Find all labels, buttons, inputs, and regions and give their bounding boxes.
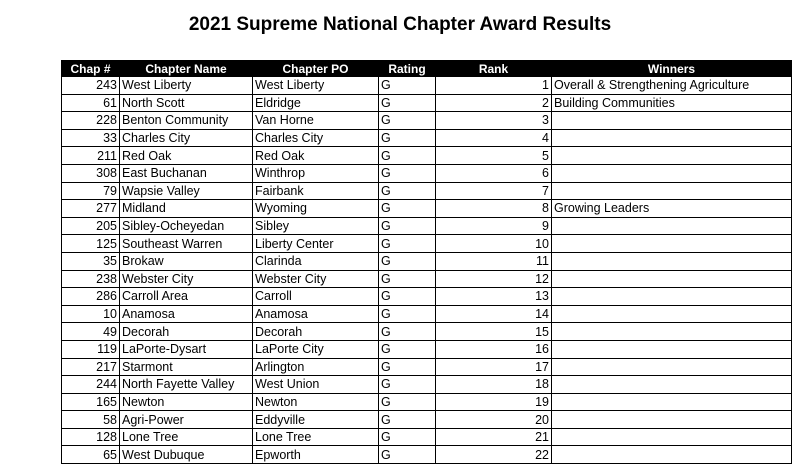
rating-cell: G [379,217,436,235]
winners-cell [552,305,792,323]
table-row [62,376,792,394]
rating-cell: G [379,200,436,218]
rating-cell: G [379,94,436,112]
rank-cell: 2 [436,94,552,112]
winners-cell: Growing Leaders [552,200,792,218]
chapter-po-cell: Van Horne [253,112,379,130]
chap-number-cell: 217 [62,358,120,376]
chap-number-cell: 228 [62,112,120,130]
chapter-po-cell: Decorah [253,323,379,341]
chapter-po-cell: LaPorte City [253,340,379,358]
chapter-name-cell: North Fayette Valley [120,376,253,394]
rating-cell: G [379,393,436,411]
chap-number-cell: 205 [62,217,120,235]
rank-cell: 9 [436,217,552,235]
winners-cell [552,393,792,411]
table-row [62,270,792,288]
rating-cell: G [379,77,436,95]
chapter-name-cell: North Scott [120,94,253,112]
winners-cell [552,411,792,429]
chapter-po-cell: Eddyville [253,411,379,429]
rating-cell: G [379,428,436,446]
chapter-po-cell: Sibley [253,217,379,235]
rating-cell: G [379,446,436,464]
rank-cell: 1 [436,77,552,95]
rank-cell: 19 [436,393,552,411]
header-chapter-name: Chapter Name [120,61,253,77]
chap-number-cell: 165 [62,393,120,411]
chapter-po-cell: Anamosa [253,305,379,323]
chapter-po-cell: Eldridge [253,94,379,112]
rank-cell: 7 [436,182,552,200]
chapter-name-cell: Charles City [120,129,253,147]
chap-number-cell: 128 [62,428,120,446]
chapter-po-cell: Webster City [253,270,379,288]
chapter-po-cell: Carroll [253,288,379,306]
chapter-po-cell: Epworth [253,446,379,464]
rank-cell: 6 [436,164,552,182]
table-row [62,77,792,95]
rating-cell: G [379,129,436,147]
header-rank: Rank [436,61,552,77]
winners-cell [552,340,792,358]
table-row [62,129,792,147]
winners-cell: Overall & Strengthening Agriculture [552,77,792,95]
winners-cell [552,182,792,200]
chapter-po-cell: Fairbank [253,182,379,200]
rank-cell: 22 [436,446,552,464]
chapter-po-cell: Arlington [253,358,379,376]
winners-cell [552,270,792,288]
rating-cell: G [379,288,436,306]
chap-number-cell: 58 [62,411,120,429]
winners-cell [552,217,792,235]
winners-cell [552,147,792,165]
chap-number-cell: 119 [62,340,120,358]
chapter-po-cell: Charles City [253,129,379,147]
rank-cell: 11 [436,252,552,270]
chapter-po-cell: West Union [253,376,379,394]
rating-cell: G [379,305,436,323]
chap-number-cell: 125 [62,235,120,253]
winners-cell [552,428,792,446]
table-row [62,305,792,323]
chapter-name-cell: LaPorte-Dysart [120,340,253,358]
chap-number-cell: 79 [62,182,120,200]
winners-cell [552,235,792,253]
table-row [62,164,792,182]
chapter-name-cell: Lone Tree [120,428,253,446]
chapter-name-cell: Red Oak [120,147,253,165]
chapter-name-cell: Starmont [120,358,253,376]
rating-cell: G [379,270,436,288]
rank-cell: 15 [436,323,552,341]
chapter-po-cell: Newton [253,393,379,411]
chap-number-cell: 35 [62,252,120,270]
table-row [62,288,792,306]
chapter-name-cell: Agri-Power [120,411,253,429]
table-row [62,147,792,165]
table-row [62,323,792,341]
rank-cell: 20 [436,411,552,429]
table-row [62,182,792,200]
chapter-name-cell: Carroll Area [120,288,253,306]
rating-cell: G [379,252,436,270]
results-table [61,60,792,464]
winners-cell [552,252,792,270]
table-row [62,340,792,358]
chapter-po-cell: Lone Tree [253,428,379,446]
rating-cell: G [379,376,436,394]
rank-cell: 14 [436,305,552,323]
chapter-po-cell: Red Oak [253,147,379,165]
table-row [62,252,792,270]
chapter-name-cell: East Buchanan [120,164,253,182]
table-row [62,94,792,112]
rank-cell: 12 [436,270,552,288]
table-row [62,358,792,376]
chapter-name-cell: West Liberty [120,77,253,95]
table-row [62,112,792,130]
chapter-name-cell: Anamosa [120,305,253,323]
rank-cell: 17 [436,358,552,376]
chapter-name-cell: Wapsie Valley [120,182,253,200]
chapter-po-cell: Clarinda [253,252,379,270]
header-rating: Rating [379,61,436,77]
chapter-name-cell: Newton [120,393,253,411]
winners-cell [552,358,792,376]
rank-cell: 18 [436,376,552,394]
winners-cell: Building Communities [552,94,792,112]
chapter-name-cell: Decorah [120,323,253,341]
chapter-name-cell: Brokaw [120,252,253,270]
winners-cell [552,129,792,147]
table-row [62,393,792,411]
chapter-name-cell: Southeast Warren [120,235,253,253]
chapter-name-cell: Benton Community [120,112,253,130]
header-row [62,61,792,77]
chap-number-cell: 33 [62,129,120,147]
rank-cell: 21 [436,428,552,446]
chap-number-cell: 243 [62,77,120,95]
rating-cell: G [379,340,436,358]
header-chapter-po: Chapter PO [253,61,379,77]
rank-cell: 16 [436,340,552,358]
table-row [62,200,792,218]
page-title: 2021 Supreme National Chapter Award Results [188,14,612,35]
chap-number-cell: 244 [62,376,120,394]
chap-number-cell: 308 [62,164,120,182]
chapter-po-cell: Wyoming [253,200,379,218]
rank-cell: 10 [436,235,552,253]
chap-number-cell: 277 [62,200,120,218]
chap-number-cell: 10 [62,305,120,323]
rating-cell: G [379,182,436,200]
rating-cell: G [379,323,436,341]
chapter-name-cell: Sibley-Ocheyedan [120,217,253,235]
winners-cell [552,376,792,394]
rating-cell: G [379,411,436,429]
table-row [62,411,792,429]
winners-cell [552,323,792,341]
rank-cell: 13 [436,288,552,306]
rating-cell: G [379,164,436,182]
header-winners: Winners [552,61,792,77]
chapter-po-cell: Liberty Center [253,235,379,253]
rank-cell: 8 [436,200,552,218]
rating-cell: G [379,147,436,165]
chap-number-cell: 211 [62,147,120,165]
rating-cell: G [379,235,436,253]
chapter-name-cell: West Dubuque [120,446,253,464]
table-row [62,428,792,446]
chap-number-cell: 61 [62,94,120,112]
rating-cell: G [379,358,436,376]
rank-cell: 4 [436,129,552,147]
chap-number-cell: 65 [62,446,120,464]
table-row [62,217,792,235]
chapter-name-cell: Midland [120,200,253,218]
table-row [62,235,792,253]
chap-number-cell: 49 [62,323,120,341]
chap-number-cell: 238 [62,270,120,288]
header-chap-number: Chap # [62,61,120,77]
chapter-name-cell: Webster City [120,270,253,288]
rank-cell: 3 [436,112,552,130]
winners-cell [552,112,792,130]
rank-cell: 5 [436,147,552,165]
chap-number-cell: 286 [62,288,120,306]
chapter-po-cell: Winthrop [253,164,379,182]
chapter-po-cell: West Liberty [253,77,379,95]
winners-cell [552,288,792,306]
rating-cell: G [379,112,436,130]
winners-cell [552,164,792,182]
